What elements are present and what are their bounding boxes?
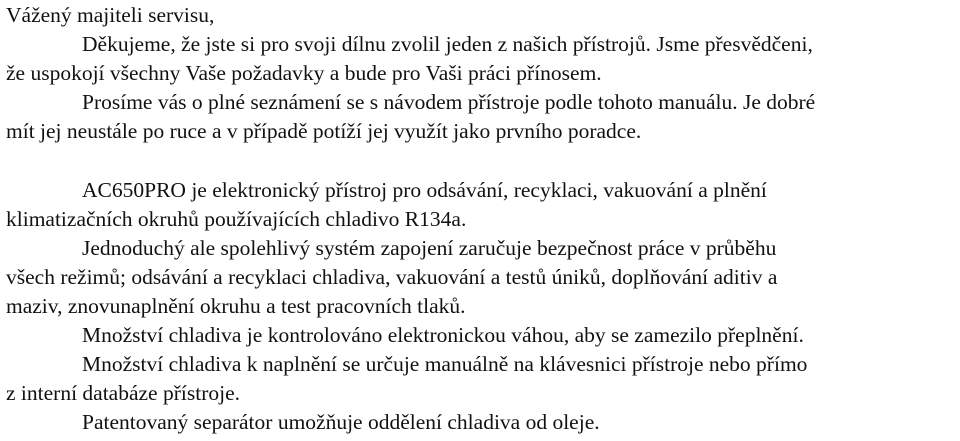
paragraph-fill-line-1: Množství chladiva k naplnění se určuje manuálně na klávesnici přístroje nebo přímo bbox=[82, 352, 808, 376]
paragraph-system-line-2: všech režimů; odsávání a recyklaci chladiva, vakuování a testů úniků, doplňování aditiv a bbox=[6, 265, 778, 289]
paragraph-fill-line-2: z interní databáze přístroje. bbox=[6, 381, 241, 405]
greeting-line: Vážený majiteli servisu, bbox=[6, 3, 215, 27]
paragraph-separator-line: Patentovaný separátor umožňuje oddělení chladiva od oleje. bbox=[82, 410, 600, 434]
paragraph-device-line-1: AC650PRO je elektronický přístroj pro odsávání, recyklaci, vakuování a plnění bbox=[82, 178, 767, 202]
paragraph-device-line-2: klimatizačních okruhů používajících chladivo R134a. bbox=[6, 207, 467, 231]
paragraph-thanks-line-2: že uspokojí všechny Vaše požadavky a bude pro Vaši práci přínosem. bbox=[6, 61, 602, 85]
paragraph-system-line-3: maziv, znovunaplnění okruhu a test pracovních tlaků. bbox=[6, 294, 466, 318]
paragraph-manual-line-1: Prosíme vás o plné seznámení se s návodem přístroje podle tohoto manuálu. Je dobré bbox=[82, 90, 816, 114]
paragraph-manual-line-2: mít jej neustále po ruce a v případě potíží jej využít jako prvního poradce. bbox=[6, 119, 642, 143]
paragraph-scale-line: Množství chladiva je kontrolováno elektronickou váhou, aby se zamezilo přeplnění. bbox=[82, 323, 804, 347]
paragraph-thanks-line-1: Děkujeme, že jste si pro svoji dílnu zvolil jeden z našich přístrojů. Jsme přesvědčeni, bbox=[82, 32, 813, 56]
paragraph-system-line-1: Jednoduchý ale spolehlivý systém zapojení zaručuje bezpečnost práce v průběhu bbox=[82, 236, 777, 260]
